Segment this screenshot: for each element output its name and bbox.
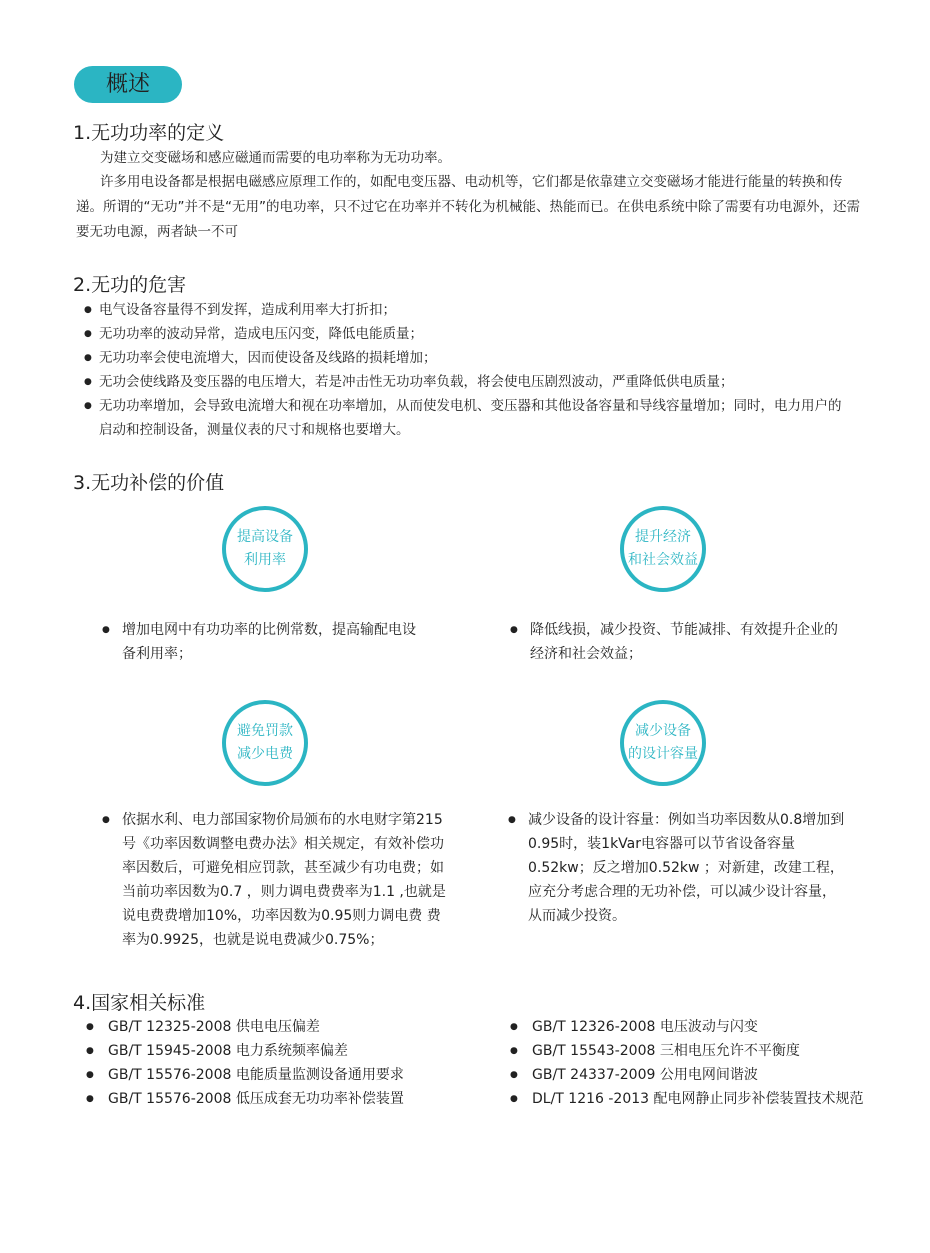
list-item: ● GB/T 15576-2008 低压成套无功功率补偿装置 xyxy=(86,1087,486,1111)
list-item: ● GB/T 15576-2008 电能质量监测设备通用要求 xyxy=(86,1063,486,1087)
list-item: ● 无功功率会使电流增大，因而使设备及线路的损耗增加； xyxy=(84,346,854,370)
list-item: ● GB/T 24337-2009 公用电网间谐波 xyxy=(510,1063,920,1087)
list-item: ● 无功功率的波动异常，造成电压闪变，降低电能质量； xyxy=(84,322,854,346)
hazard-list xyxy=(84,298,854,442)
value-text-penalty: ● 依据水利、电力部国家物价局颁布的水电财字第215号《功率因数调整电费办法》相关规定，有效补偿功率因数后，可避免相应罚款，甚至减少有功电费；如当前功率因数为0.7 ，则力调电费费率为1.1 ,也就是说电费费增加10%，功率因数为0.95则力调电费 费率为0.9925，也就是说电费减少0.75%； xyxy=(102,812,446,948)
list-item: ● GB/T 15945-2008 电力系统频率偏差 xyxy=(86,1039,486,1063)
s1-paragraph-2: 许多用电设备都是根据电磁感应原理工作的，如配电变压器、电动机等，它们都是依靠建立交变磁场才能进行能量的转换和传递。所谓的“无功”并不是“无用”的电功率，只不过它在功率并不转化为机械能、热能而已。在供电系统中除了需要有功电源外，还需要无功电源，两者缺一不可 xyxy=(76,174,860,240)
list-item: ● GB/T 15543-2008 三相电压允许不平衡度 xyxy=(510,1039,920,1063)
section-tag: 概述 xyxy=(74,66,182,103)
value-circle-capacity: 减少设备 的设计容量 xyxy=(620,700,706,786)
value-text-utilization: ● 增加电网中有功功率的比例常数，提高输配电设备利用率； xyxy=(102,622,416,662)
value-circle-utilization: 提高设备 利用率 xyxy=(222,506,308,592)
section-2-title: 2.无功的危害 xyxy=(73,274,187,296)
standards-list-left xyxy=(86,1015,486,1111)
standards-list-right xyxy=(510,1015,920,1111)
s1-paragraph-1: 为建立交变磁场和感应磁通而需要的电功率称为无功功率。 xyxy=(100,150,451,166)
list-item: ● 无功功率增加，会导致电流增大和视在功率增加，从而使发电机、变压器和其他设备容量和导线容量增加；同时，电力用户的启动和控制设备，测量仪表的尺寸和规格也要增大。 xyxy=(84,394,854,442)
list-item: ● 无功会使线路及变压器的电压增大，若是冲击性无功功率负载，将会使电压剧烈波动，严重降低供电质量； xyxy=(84,370,854,394)
list-item: ● GB/T 12326-2008 电压波动与闪变 xyxy=(510,1015,920,1039)
section-1-title: 1.无功功率的定义 xyxy=(73,122,225,144)
section-3-title: 3.无功补偿的价值 xyxy=(73,472,225,494)
value-text-capacity: ● 减少设备的设计容量：例如当功率因数从0.8增加到0.95时，装1kVar电容器可以节省设备容量0.52kw；反之增加0.52kw ；对新建，改建工程，应充分考虑合理的无功补偿，可以减少设计容量，从而减少投资。 xyxy=(508,812,845,924)
value-text-economic: ● 降低线损，减少投资、节能减排、有效提升企业的经济和社会效益； xyxy=(510,622,838,662)
section-4-title: 4.国家相关标准 xyxy=(73,992,206,1014)
value-circle-economic: 提升经济 和社会效益 xyxy=(620,506,706,592)
list-item: ● 电气设备容量得不到发挥，造成利用率大打折扣； xyxy=(84,298,854,322)
list-item: ● GB/T 12325-2008 供电电压偏差 xyxy=(86,1015,486,1039)
list-item: ● DL/T 1216 -2013 配电网静止同步补偿装置技术规范 xyxy=(510,1087,920,1111)
value-circle-penalty: 避免罚款 减少电费 xyxy=(222,700,308,786)
